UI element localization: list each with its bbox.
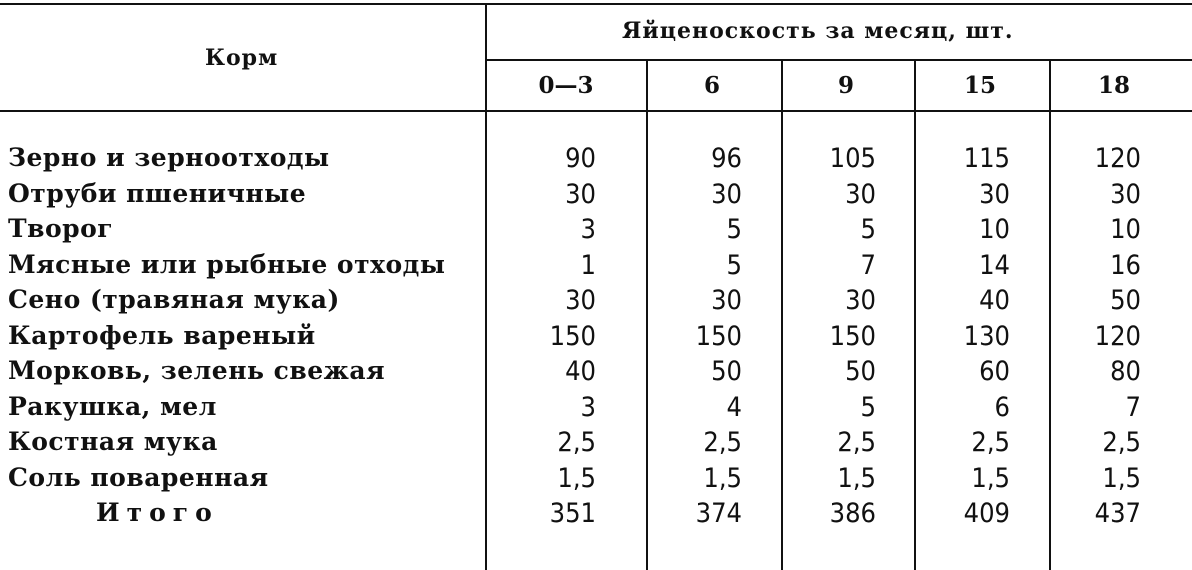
cell-value: 351 (549, 498, 596, 529)
cell-value: 6 (994, 391, 1010, 423)
row-label: Морковь, зелень свежая (8, 356, 386, 385)
cell-value: 120 (1094, 320, 1141, 352)
cell-value: 7 (860, 249, 876, 281)
cell-value: 30 (711, 178, 742, 210)
feed-column-header: Корм (205, 45, 279, 71)
row-label: Творог (8, 214, 114, 243)
total-row (0, 498, 1192, 532)
cell-value: 1 (580, 249, 596, 281)
column-header-15: 15 (963, 72, 996, 99)
cell-value: 60 (979, 356, 1010, 387)
cell-value: 1,5 (557, 462, 596, 494)
group-header-rule (487, 59, 1192, 61)
cell-value: 50 (711, 356, 742, 387)
cell-value: 7 (1125, 391, 1141, 423)
column-header-18: 18 (1097, 72, 1130, 99)
column-header-0-3: 0—3 (538, 72, 594, 99)
header-bottom-rule (0, 110, 1192, 112)
cell-value: 120 (1094, 143, 1141, 174)
table-row (0, 392, 1192, 426)
cell-value: 150 (829, 320, 876, 352)
cell-value: 105 (829, 143, 876, 174)
cell-value: 90 (565, 143, 596, 174)
table-row (0, 143, 1192, 177)
row-label: Картофель вареный (8, 320, 316, 350)
table-row (0, 356, 1192, 390)
cell-value: 50 (845, 356, 876, 387)
cell-value: 14 (979, 249, 1010, 281)
cell-value: 386 (829, 498, 876, 529)
row-label: Соль поваренная (8, 462, 269, 492)
cell-value: 40 (565, 356, 596, 387)
cell-value: 1,5 (837, 462, 876, 494)
cell-value: 5 (860, 391, 876, 423)
table-row (0, 463, 1192, 497)
cell-value: 30 (979, 178, 1010, 210)
row-label: Ракушка, мел (8, 391, 217, 421)
cell-value: 5 (860, 214, 876, 245)
row-label: Сено (травяная мука) (8, 285, 340, 314)
column-header-6: 6 (703, 72, 720, 99)
cell-value: 30 (565, 285, 596, 316)
cell-value: 2,5 (557, 427, 596, 458)
table-row (0, 321, 1192, 355)
column-header-9: 9 (837, 72, 854, 99)
table-row (0, 250, 1192, 284)
cell-value: 115 (963, 143, 1010, 174)
cell-value: 1,5 (703, 462, 742, 494)
table-row (0, 179, 1192, 213)
cell-value: 5 (726, 214, 742, 245)
cell-value: 50 (1110, 285, 1141, 316)
cell-value: 130 (963, 320, 1010, 352)
cell-value: 5 (726, 249, 742, 281)
cell-value: 2,5 (837, 427, 876, 458)
cell-value: 30 (565, 178, 596, 210)
row-label: Итого (96, 498, 219, 527)
cell-value: 40 (979, 285, 1010, 316)
cell-value: 437 (1094, 498, 1141, 529)
row-label: Зерно и зерноотходы (8, 143, 330, 172)
cell-value: 3 (580, 214, 596, 245)
cell-value: 4 (726, 391, 742, 423)
cell-value: 150 (549, 320, 596, 352)
cell-value: 2,5 (703, 427, 742, 458)
cell-value: 409 (963, 498, 1010, 529)
table-row (0, 214, 1192, 248)
cell-value: 30 (711, 285, 742, 316)
cell-value: 96 (711, 143, 742, 174)
cell-value: 2,5 (1102, 427, 1141, 458)
row-label: Костная мука (8, 427, 218, 456)
row-label: Мясные или рыбные отходы (8, 249, 446, 279)
table-row (0, 427, 1192, 461)
cell-value: 1,5 (971, 462, 1010, 494)
cell-value: 1,5 (1102, 462, 1141, 494)
cell-value: 80 (1110, 356, 1141, 387)
cell-value: 10 (979, 214, 1010, 245)
cell-value: 374 (695, 498, 742, 529)
top-rule (0, 3, 1192, 5)
cell-value: 3 (580, 391, 596, 423)
cell-value: 30 (845, 178, 876, 210)
cell-value: 30 (845, 285, 876, 316)
cell-value: 2,5 (971, 427, 1010, 458)
egg-production-header: Яйценоскость за месяц, шт. (622, 18, 1014, 44)
cell-value: 30 (1110, 178, 1141, 210)
cell-value: 10 (1110, 214, 1141, 245)
cell-value: 150 (695, 320, 742, 352)
table-row (0, 285, 1192, 319)
cell-value: 16 (1110, 249, 1141, 281)
row-label: Отруби пшеничные (8, 178, 307, 208)
